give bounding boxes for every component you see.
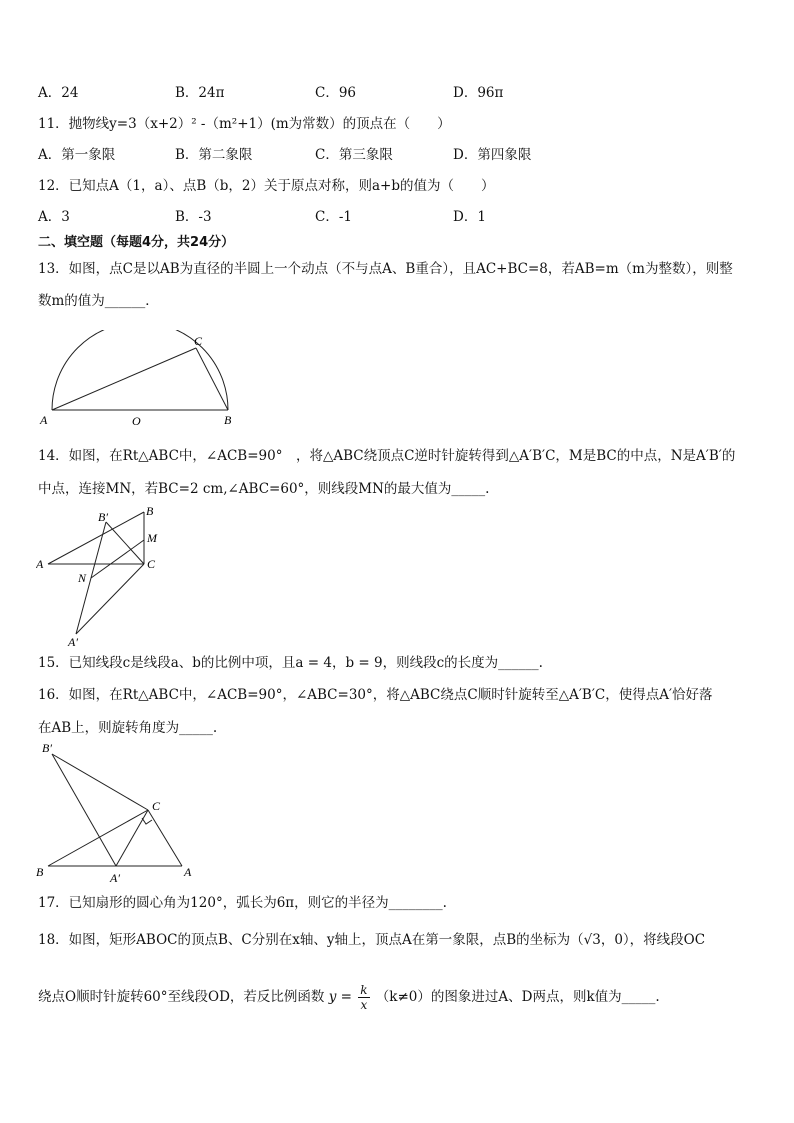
q18-fraction (358, 983, 369, 1012)
q18-eq-lhs: y = (328, 989, 352, 1005)
segment-ab (48, 512, 144, 564)
q12-option-a: A．3 (38, 209, 70, 225)
q11-option-c: C．第三象限 (315, 147, 393, 163)
segment-b1a1 (52, 754, 116, 866)
q12-stem: 12．已知点A（1，a）、点B（b，2）关于原点对称，则a+b的值为（ ） (38, 178, 495, 194)
q18-line2-prefix: 绕点O顺时针旋转60°至线段OD，若反比例函数 (38, 989, 325, 1005)
q17-line1: 17．已知扇形的圆心角为120°，弧长为6π，则它的半径为________. (38, 895, 447, 911)
q10-option-c: C．96 (315, 85, 357, 101)
q18-line1: 18．如图，矩形ABOC的顶点B、C分别在x轴、y轴上，顶点A在第一象限，点B的坐标为（√3，0），将线段OC (38, 932, 706, 948)
q15-line1: 15．已知线段c是线段a、b的比例中项，且a = 4，b = 9，则线段c的长度为______. (38, 655, 543, 671)
segment-b1c (106, 522, 144, 564)
q11-option-b: B．第二象限 (175, 147, 253, 163)
q14-figure (36, 500, 176, 648)
label-b: B (224, 413, 232, 427)
label-a: A (184, 865, 192, 879)
label-b-prime: B′ (42, 741, 52, 755)
right-angle-mark (142, 818, 152, 824)
q12-option-b: B．-3 (175, 209, 212, 225)
label-a: A (36, 557, 44, 571)
q10-option-b: B．24π (175, 85, 225, 101)
segment-a1c (76, 564, 144, 634)
q16-line2: 在AB上，则旋转角度为_____. (38, 720, 218, 736)
q11-stem: 11．抛物线y=3（x+2）² -（m²+1）(m为常数）的顶点在（ ） (38, 116, 451, 132)
label-o: O (132, 414, 141, 428)
label-a-prime: A′ (110, 871, 120, 885)
q12-option-d: D．1 (453, 209, 486, 225)
q14-line2: 中点，连接MN，若BC=2 cm,∠ABC=60°，则线段MN的最大值为_____. (38, 481, 490, 497)
q14-line1: 14．如图，在Rt△ABC中，∠ACB=90° ，将△ABC绕顶点C逆时针旋转得到△A′B′C，M是BC的中点，N是A′B′的 (38, 448, 736, 464)
segment-b1c (52, 754, 148, 810)
label-c: C (152, 799, 161, 813)
q18-line2 (38, 980, 660, 1014)
label-b: B (146, 504, 154, 518)
q13-figure (36, 330, 236, 430)
q12-option-c: C．-1 (315, 209, 352, 225)
label-m: M (147, 531, 157, 545)
label-b: B (36, 865, 44, 879)
q16-figure (36, 738, 206, 888)
segment-bc (48, 810, 148, 866)
segment-bc (196, 348, 228, 410)
q13-line2: 数m的值为______． (38, 293, 159, 309)
segment-ac (52, 348, 196, 410)
label-c: C (194, 334, 203, 348)
section-heading: 二、填空题（每题4分，共24分） (38, 235, 235, 250)
q13-line1: 13．如图，点C是以AB为直径的半圆上一个动点（不与点A、B重合），且AC+BC=8，若AB=m（m为整数），则整 (38, 261, 733, 277)
q18-line2-suffix: （k≠0）的图象进过A、D两点，则k值为_____. (375, 989, 660, 1005)
q18-frac-num: k (360, 983, 368, 997)
label-a: A (40, 413, 48, 427)
q11-option-a: A．第一象限 (38, 147, 116, 163)
q16-line1: 16．如图，在Rt△ABC中，∠ACB=90°，∠ABC=30°，将△ABC绕点C顺时针旋转至△A′B′C，使得点A′恰好落 (38, 687, 713, 703)
q18-frac-den: x (360, 998, 368, 1012)
q10-option-d: D．96π (453, 85, 504, 101)
label-n: N (78, 571, 87, 585)
label-b-prime: B′ (98, 510, 108, 524)
q10-option-a: A．24 (38, 85, 79, 101)
q11-option-d: D．第四象限 (453, 147, 532, 163)
label-a-prime: A′ (68, 635, 78, 648)
label-c: C (147, 557, 156, 571)
segment-ac (148, 810, 182, 866)
